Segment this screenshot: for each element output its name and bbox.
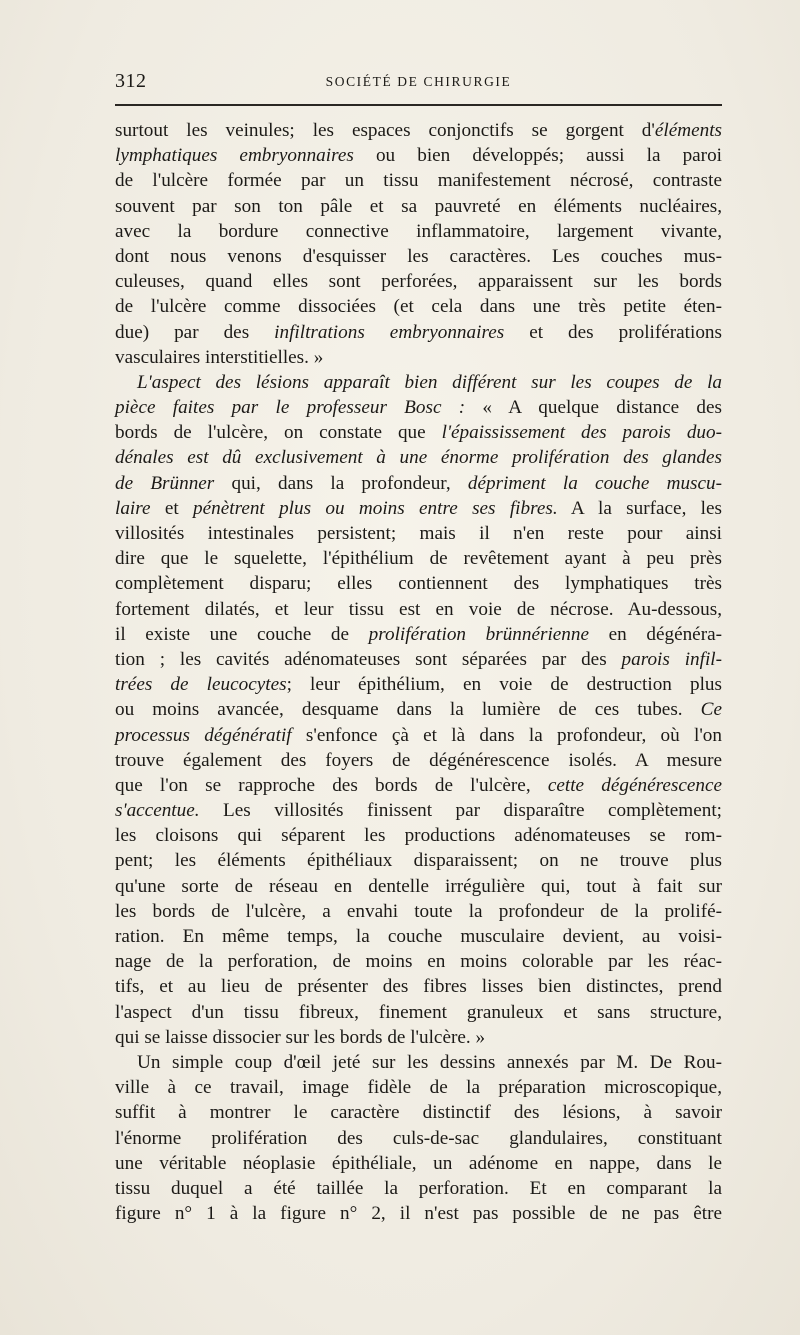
text-segment: ou moins avancée, desquame dans la lumière de ces tubes. [115,699,701,721]
text-segment: de l'ulcère formée par un tissu manifestement nécrosé, contraste [115,170,722,192]
text-segment: s'enfonce çà et là dans la profondeur, où l'on [291,724,722,746]
text-line [115,823,722,848]
text-segment: culeuses, quand elles sont perforées, apparaissent sur les bords [115,271,722,293]
text-line [115,924,722,949]
text-line [115,874,722,899]
text-line [115,974,722,999]
running-head [115,70,722,96]
text-line [115,194,722,219]
text-segment: complètement disparu; elles contiennent des lymphatiques très [115,573,722,595]
italic-segment: L'aspect des lésions apparaît bien différent sur les coupes de la [137,371,722,393]
text-segment: l'aspect d'un tissu fibreux, finement granuleux et sans structure, [115,1001,722,1023]
text-segment: qui se laisse dissocier sur les bords de l'ulcère. » [115,1026,486,1048]
italic-segment: dénales est dû exclusivement à une énorme prolifération des glandes [115,447,722,469]
text-segment: qui, dans la profondeur, [214,472,468,494]
text-line [115,899,722,924]
text-line [115,1025,722,1050]
italic-segment: processus dégénératif [115,724,292,746]
text-line [115,471,722,496]
text-line [115,848,722,873]
text-segment: souvent par son ton pâle et sa pauvreté en éléments nucléaires, [115,195,722,217]
text-line [115,118,722,143]
text-line [115,773,722,798]
running-head-title: SOCIÉTÉ DE CHIRURGIE [325,74,512,89]
text-line [115,1000,722,1025]
text-line [115,1075,722,1100]
text-line [115,622,722,647]
text-line [115,1126,722,1151]
italic-segment: de Brünner [115,472,215,494]
text-line [115,1151,722,1176]
body-text [115,118,722,1226]
text-line [115,370,722,395]
text-segment: tion ; les cavités adénomateuses sont séparées par des [115,648,622,670]
text-segment: en dégénéra- [589,623,722,645]
page-number: 312 [115,70,147,92]
text-segment: bords de l'ulcère, on constate que [115,422,442,444]
italic-segment: dépriment la couche muscu- [467,472,723,494]
text-segment: tissu duquel a été taillée la perforation. Et en comparant la [115,1177,722,1199]
text-segment: fortement dilatés, et leur tissu est en voie de nécrose. Au-dessous, [115,598,722,620]
text-segment: une véritable néoplasie épithéliale, un adénome en nappe, dans le [115,1152,722,1174]
italic-segment: s'accentue. [115,800,200,822]
text-segment: ville à ce travail, image fidèle de la préparation microscopique, [115,1077,722,1099]
text-segment: tifs, et au lieu de présenter des fibres lisses bien distinctes, prend [115,976,722,998]
text-segment: Les villosités finissent par disparaître complètement; [199,800,722,822]
text-line [115,269,722,294]
text-segment: de l'ulcère comme dissociées (et cela dans une très petite éten- [115,296,722,318]
text-line [115,143,722,168]
text-line [115,445,722,470]
text-segment: villosités intestinales persistent; mais il n'en reste pour ainsi [115,523,722,544]
text-segment: dont nous venons d'esquisser les caractères. Les couches mus- [115,245,722,267]
text-line [115,571,722,596]
text-segment: suffit à montrer le caractère distinctif des lésions, à savoir [115,1102,722,1124]
text-segment: dire que le squelette, l'épithélium de revêtement ayant à peu près [115,548,722,570]
text-segment: et [150,497,194,519]
italic-segment: éléments [654,120,722,141]
italic-segment: trées de leucocytes [115,674,287,696]
text-segment: ; leur épithélium, en voie de destruction plus [286,674,722,696]
text-line [115,168,722,193]
text-line [115,1201,722,1226]
text-line [115,672,722,697]
text-segment: ration. En même temps, la couche musculaire devient, au voisi- [115,926,722,947]
text-line [115,244,722,269]
text-line [115,320,722,345]
text-segment: ou bien développés; aussi la paroi [353,145,722,167]
text-segment: surtout les veinules; les espaces conjonctifs se gorgent d' [115,120,655,141]
italic-segment: infiltrations embryonnaires [274,321,505,343]
italic-segment: prolifération brünnérienne [368,623,590,645]
text-segment: qu'une sorte de réseau en dentelle irrégulière qui, tout à fait sur [115,875,722,897]
italic-segment: lymphatiques embryonnaires [115,145,354,167]
italic-segment: l'épaississement des parois duo- [441,422,722,444]
text-segment: les bords de l'ulcère, a envahi toute la profondeur de la prolifé- [115,900,722,922]
text-segment: « A quelque distance des [465,397,722,419]
text-line [115,546,722,571]
text-line [115,345,722,370]
text-line [115,723,722,748]
text-line [115,496,722,521]
text-segment: les cloisons qui séparent les productions adénomateuses se rom- [115,825,722,847]
text-line [115,219,722,244]
text-line [115,521,722,546]
text-line [115,697,722,722]
text-line [115,949,722,974]
text-segment: A la surface, les [557,497,722,519]
text-segment: due) par des [115,321,275,343]
text-line [115,647,722,672]
text-segment: l'énorme prolifération des culs-de-sac glandulaires, constituant [115,1127,722,1149]
text-segment: trouve également des foyers de dégénérescence isolés. A mesure [115,749,722,771]
text-segment: vasculaires interstitielles. » [115,346,324,368]
italic-segment: cette dégénérescence [547,774,722,796]
text-segment: il existe une couche de [115,623,369,645]
header-rule [115,104,722,106]
text-segment: et des proliférations [504,321,722,343]
italic-segment: laire [115,497,151,519]
text-segment: figure n° 1 à la figure n° 2, il n'est pas possible de ne pas être [115,1203,722,1225]
text-segment: Un simple coup d'œil jeté sur les dessins annexés par M. De Rou- [137,1051,722,1073]
text-segment: pent; les éléments épithéliaux disparaissent; on ne trouve plus [115,850,722,872]
text-line [115,1050,722,1075]
text-line [115,395,722,420]
text-line [115,798,722,823]
text-line [115,420,722,445]
italic-segment: pénètrent plus ou moins entre ses fibres. [193,497,558,519]
italic-segment: parois infil- [621,648,722,670]
text-line [115,294,722,319]
text-line [115,748,722,773]
italic-segment: pièce faites par le professeur Bosc : [115,397,466,419]
text-segment: avec la bordure connective inflammatoire, largement vivante, [115,220,722,242]
text-segment: nage de la perforation, de moins en moins colorable par les réac- [115,951,722,973]
text-line [115,1176,722,1201]
text-segment: que l'on se rapproche des bords de l'ulcère, [115,774,548,796]
text-line [115,597,722,622]
italic-segment: Ce [700,699,722,721]
text-line [115,1100,722,1125]
